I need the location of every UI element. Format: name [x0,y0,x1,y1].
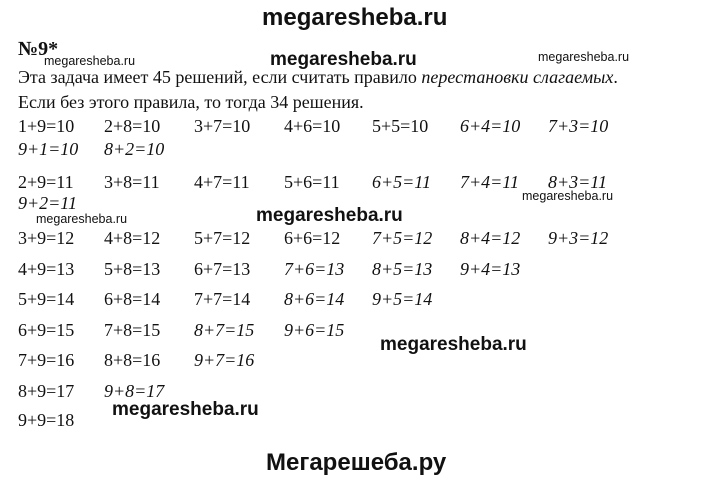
equation-swapped: 8+5=13 [372,259,433,279]
watermark: megaresheba.ru [36,212,128,226]
equation: 6+6=12 [284,228,341,248]
equation: 4+7=11 [194,172,250,192]
equation: 4+6=10 [284,116,341,136]
equation: 2+8=10 [104,116,161,136]
equation-swapped: 9+4=13 [460,259,521,279]
task-text-line-2: Если без этого правила, то тогда 34 решения. [18,92,364,112]
watermark: megaresheba.ru [44,54,136,68]
equation-swapped: 9+7=16 [194,350,255,370]
task-text-emphasis: перестановки слагаемых [421,67,614,87]
equation-swapped: 9+1=10 [18,139,79,159]
equation: 4+9=13 [18,259,75,279]
task-number: №9* [18,38,59,60]
equation: 6+8=14 [104,289,161,309]
equation: 6+7=13 [194,259,251,279]
equation-swapped: 6+5=11 [372,172,431,192]
task-text-part: . [613,67,618,87]
footer-site-title: Мегарешеба.ру [266,449,447,476]
equation: 5+7=12 [194,228,251,248]
equation-swapped: 7+5=12 [372,228,433,248]
equation-swapped: 8+4=12 [460,228,521,248]
watermark: megaresheba.ru [380,334,527,355]
header-site-title: megaresheba.ru [262,4,448,31]
equation-swapped: 9+2=11 [18,193,77,213]
equation: 8+9=17 [18,381,75,401]
equation: 5+8=13 [104,259,161,279]
equation: 5+9=14 [18,289,75,309]
equation: 3+9=12 [18,228,75,248]
equation-swapped: 6+4=10 [460,116,521,136]
equation: 1+9=10 [18,116,75,136]
equation-swapped: 9+6=15 [284,320,345,340]
equation: 5+6=11 [284,172,340,192]
equation: 7+9=16 [18,350,75,370]
equation-swapped: 8+6=14 [284,289,345,309]
task-text-line-1 [18,67,618,88]
equation-swapped: 9+3=12 [548,228,609,248]
equation-swapped: 7+3=10 [548,116,609,136]
equation-swapped: 9+8=17 [104,381,165,401]
watermark: megaresheba.ru [256,205,403,226]
task-text-part: Эта задача имеет 45 решений, если считать правило [18,67,422,87]
equation: 4+8=12 [104,228,161,248]
equation: 3+7=10 [194,116,251,136]
equation: 6+9=15 [18,320,75,340]
watermark: megaresheba.ru [270,49,417,70]
equation: 9+9=18 [18,410,75,430]
equation: 7+7=14 [194,289,251,309]
equation-swapped: 7+6=13 [284,259,345,279]
equation-swapped: 8+7=15 [194,320,255,340]
equation-swapped: 7+4=11 [460,172,519,192]
equation: 7+8=15 [104,320,161,340]
equation-swapped: 9+5=14 [372,289,433,309]
watermark: megaresheba.ru [522,189,614,203]
equation-swapped: 8+3=11 [548,172,607,192]
watermark: megaresheba.ru [538,50,630,64]
equation: 8+8=16 [104,350,161,370]
equation: 5+5=10 [372,116,429,136]
equation: 3+8=11 [104,172,160,192]
equation-swapped: 8+2=10 [104,139,165,159]
watermark: megaresheba.ru [112,399,259,420]
equation: 2+9=11 [18,172,74,192]
